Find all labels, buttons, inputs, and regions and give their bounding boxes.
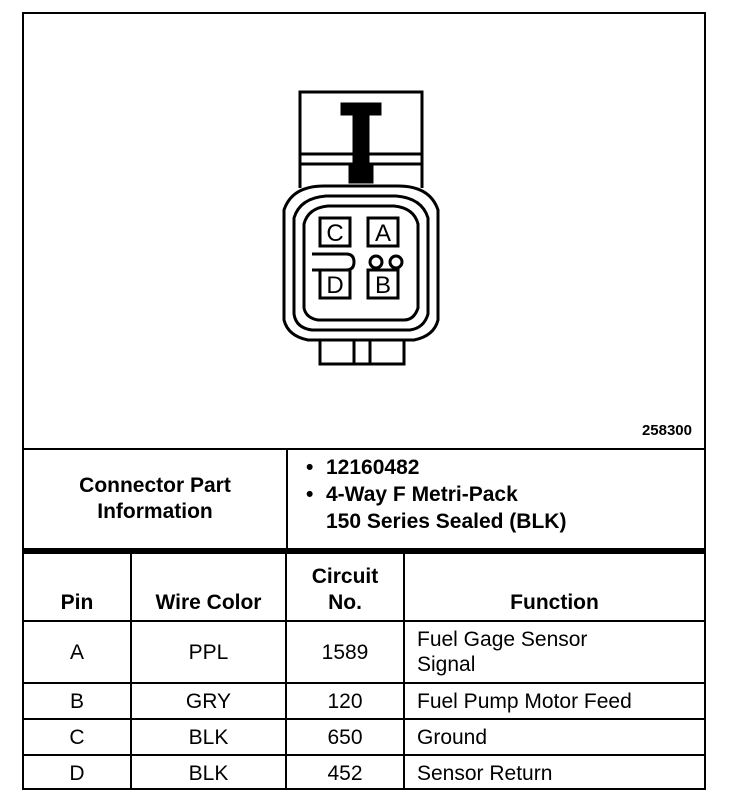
table-row bbox=[24, 621, 704, 683]
wire-color-cell: BLK bbox=[131, 755, 286, 790]
bullet: • bbox=[306, 483, 314, 506]
header-circuit bbox=[286, 553, 404, 621]
header-wire-color: Wire Color bbox=[131, 553, 286, 621]
pin-label-b: B bbox=[374, 272, 392, 299]
wire-color-cell: GRY bbox=[131, 683, 286, 719]
header-function: Function bbox=[404, 553, 704, 621]
part-info-label-line1: Connector Part bbox=[79, 474, 231, 497]
header-circuit-line2: No. bbox=[328, 591, 362, 614]
part-info-label bbox=[24, 450, 288, 548]
function-cell: Fuel Pump Motor Feed bbox=[404, 683, 704, 719]
connector-sheet bbox=[22, 12, 706, 790]
pin-cell: B bbox=[24, 683, 131, 719]
circuit-cell: 1589 bbox=[286, 621, 404, 683]
part-number-item bbox=[288, 454, 698, 481]
pin-label-a: A bbox=[374, 220, 392, 247]
pin-label-c: C bbox=[326, 220, 344, 247]
pin-table bbox=[24, 552, 704, 790]
part-info-values bbox=[288, 454, 698, 535]
function-cell: Sensor Return bbox=[404, 755, 704, 790]
circuit-cell: 120 bbox=[286, 683, 404, 719]
connector-drawing-area bbox=[24, 14, 704, 450]
wire-color-cell: PPL bbox=[131, 621, 286, 683]
pin-cell: C bbox=[24, 719, 131, 755]
part-info-label-line2: Information bbox=[97, 500, 213, 523]
table-row bbox=[24, 755, 704, 790]
circuit-cell: 452 bbox=[286, 755, 404, 790]
table-row bbox=[24, 683, 704, 719]
pin-cell: D bbox=[24, 755, 131, 790]
function-cell bbox=[404, 621, 704, 683]
header-circuit-line1: Circuit bbox=[311, 565, 379, 588]
pin-table-header bbox=[24, 553, 704, 621]
circuit-cell: 650 bbox=[286, 719, 404, 755]
latch-tab bbox=[342, 104, 380, 172]
function-line1: Fuel Gage Sensor bbox=[417, 628, 588, 651]
part-description-line2: 150 Series Sealed (BLK) bbox=[326, 510, 567, 533]
pin-cell: A bbox=[24, 621, 131, 683]
function-cell: Ground bbox=[404, 719, 704, 755]
bottom-tab bbox=[320, 340, 404, 364]
part-description-line1: 4-Way F Metri-Pack bbox=[326, 483, 518, 506]
connector-part-info bbox=[24, 450, 704, 552]
function-line2: Signal bbox=[417, 653, 476, 676]
key-bar bbox=[312, 254, 354, 270]
figure-number: 258300 bbox=[641, 422, 692, 439]
connector-outer-body bbox=[284, 186, 438, 340]
table-row bbox=[24, 719, 704, 755]
part-number: 12160482 bbox=[326, 456, 420, 479]
part-description-item bbox=[288, 481, 698, 535]
bullet: • bbox=[306, 456, 314, 479]
pin-label-d: D bbox=[326, 272, 344, 299]
connector-face-drawing bbox=[24, 14, 704, 448]
header-pin: Pin bbox=[24, 553, 131, 621]
wire-color-cell: BLK bbox=[131, 719, 286, 755]
